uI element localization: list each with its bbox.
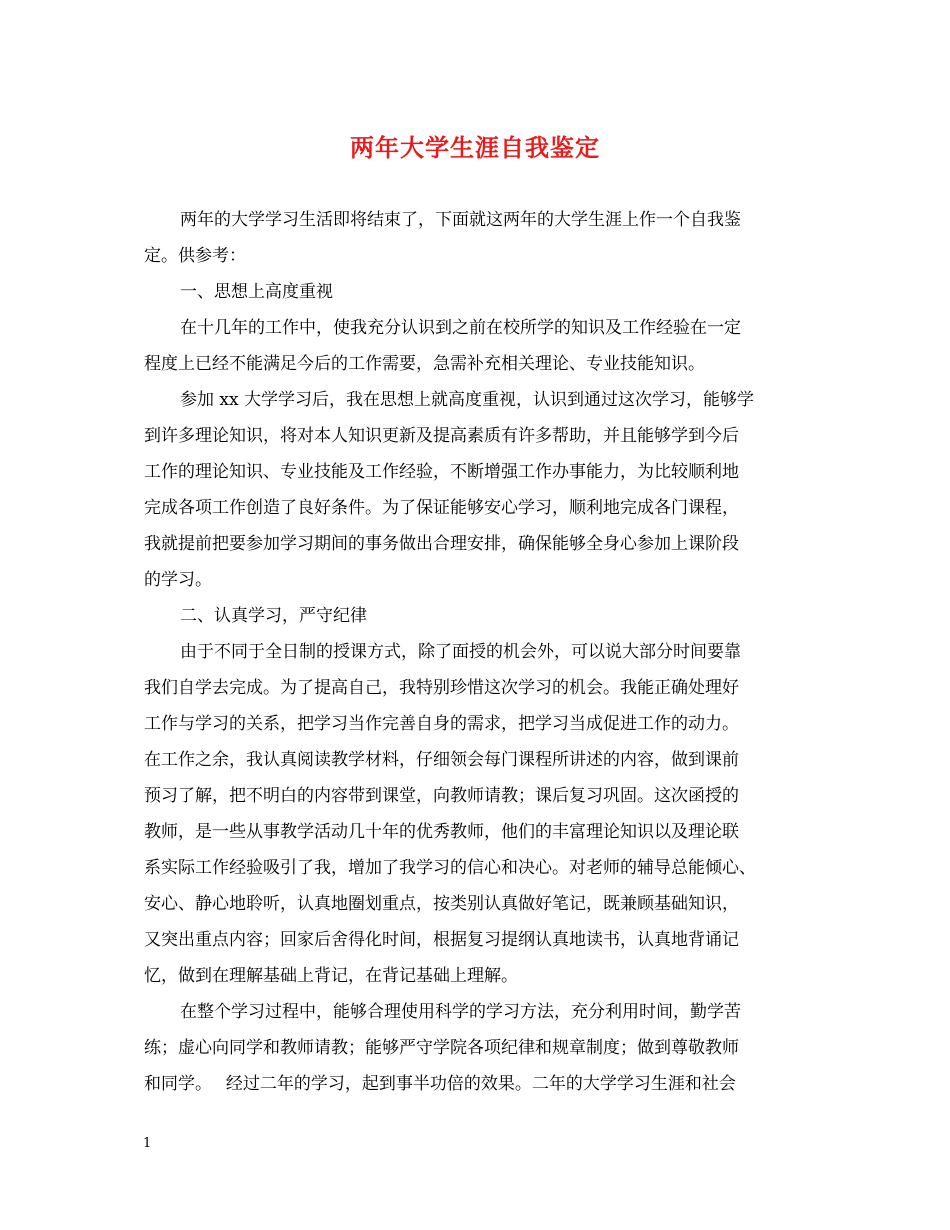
section-heading: 一、思想上高度重视	[180, 282, 333, 302]
section-heading: 二、认真学习，严守纪律	[180, 606, 367, 626]
paragraph-line: 工作的理论知识、专业技能及工作经验，不断增强工作办事能力，为比较顺利地	[144, 462, 739, 482]
paragraph-line: 参加 xx 大学学习后，我在思想上就高度重视，认识到通过这次学习，能够学	[180, 390, 754, 410]
paragraph-line: 定。供参考：	[144, 246, 246, 266]
document-title: 两年大学生涯自我鉴定	[350, 133, 600, 162]
paragraph-line: 在十几年的工作中，使我充分认识到之前在校所学的知识及工作经验在一定	[180, 318, 741, 338]
paragraph-line: 在整个学习过程中，能够合理使用科学的学习方法，充分利用时间，勤学苦	[180, 1002, 741, 1022]
paragraph-line: 我就提前把要参加学习期间的事务做出合理安排，确保能够全身心参加上课阶段	[144, 534, 739, 554]
paragraph-line: 完成各项工作创造了良好条件。为了保证能够安心学习，顺利地完成各门课程，	[144, 498, 739, 518]
paragraph-line: 由于不同于全日制的授课方式，除了面授的机会外，可以说大部分时间要靠	[180, 642, 741, 662]
paragraph-line: 安心、静心地聆听，认真地圈划重点，按类别认真做好笔记，既兼顾基础知识，	[144, 894, 739, 914]
paragraph-line: 忆，做到在理解基础上背记，在背记基础上理解。	[144, 966, 518, 986]
paragraph-line: 工作与学习的关系，把学习当作完善自身的需求，把学习当成促进工作的动力。	[144, 714, 739, 734]
paragraph-line: 到许多理论知识，将对本人知识更新及提高素质有许多帮助，并且能够学到今后	[144, 426, 739, 446]
paragraph-line: 在工作之余，我认真阅读教学材料，仔细领会每门课程所讲述的内容，做到课前	[144, 750, 739, 770]
page-number: 1	[143, 1136, 152, 1151]
paragraph-line: 我们自学去完成。为了提高自己，我特别珍惜这次学习的机会。我能正确处理好	[144, 678, 739, 698]
paragraph-line: 又突出重点内容；回家后舍得化时间，根据复习提纲认真地读书，认真地背诵记	[144, 930, 739, 950]
paragraph-line: 系实际工作经验吸引了我，增加了我学习的信心和决心。对老师的辅导总能倾心、	[144, 858, 756, 878]
document-body	[144, 202, 812, 1102]
paragraph-line: 的学习。	[144, 570, 212, 590]
paragraph-line: 预习了解，把不明白的内容带到课堂，向教师请教；课后复习巩固。这次函授的	[144, 786, 739, 806]
paragraph-line: 练；虚心向同学和教师请教；能够严守学院各项纪律和规章制度；做到尊敬教师	[144, 1038, 739, 1058]
paragraph-line: 程度上已经不能满足今后的工作需要，急需补充相关理论、专业技能知识。	[144, 354, 705, 374]
paragraph-line: 两年的大学学习生活即将结束了，下面就这两年的大学生涯上作一个自我鉴	[180, 210, 741, 230]
paragraph-line: 教师，是一些从事教学活动几十年的优秀教师，他们的丰富理论知识以及理论联	[144, 822, 739, 842]
paragraph-line: 和同学。 经过二年的学习，起到事半功倍的效果。二年的大学学习生涯和社会	[144, 1074, 736, 1094]
